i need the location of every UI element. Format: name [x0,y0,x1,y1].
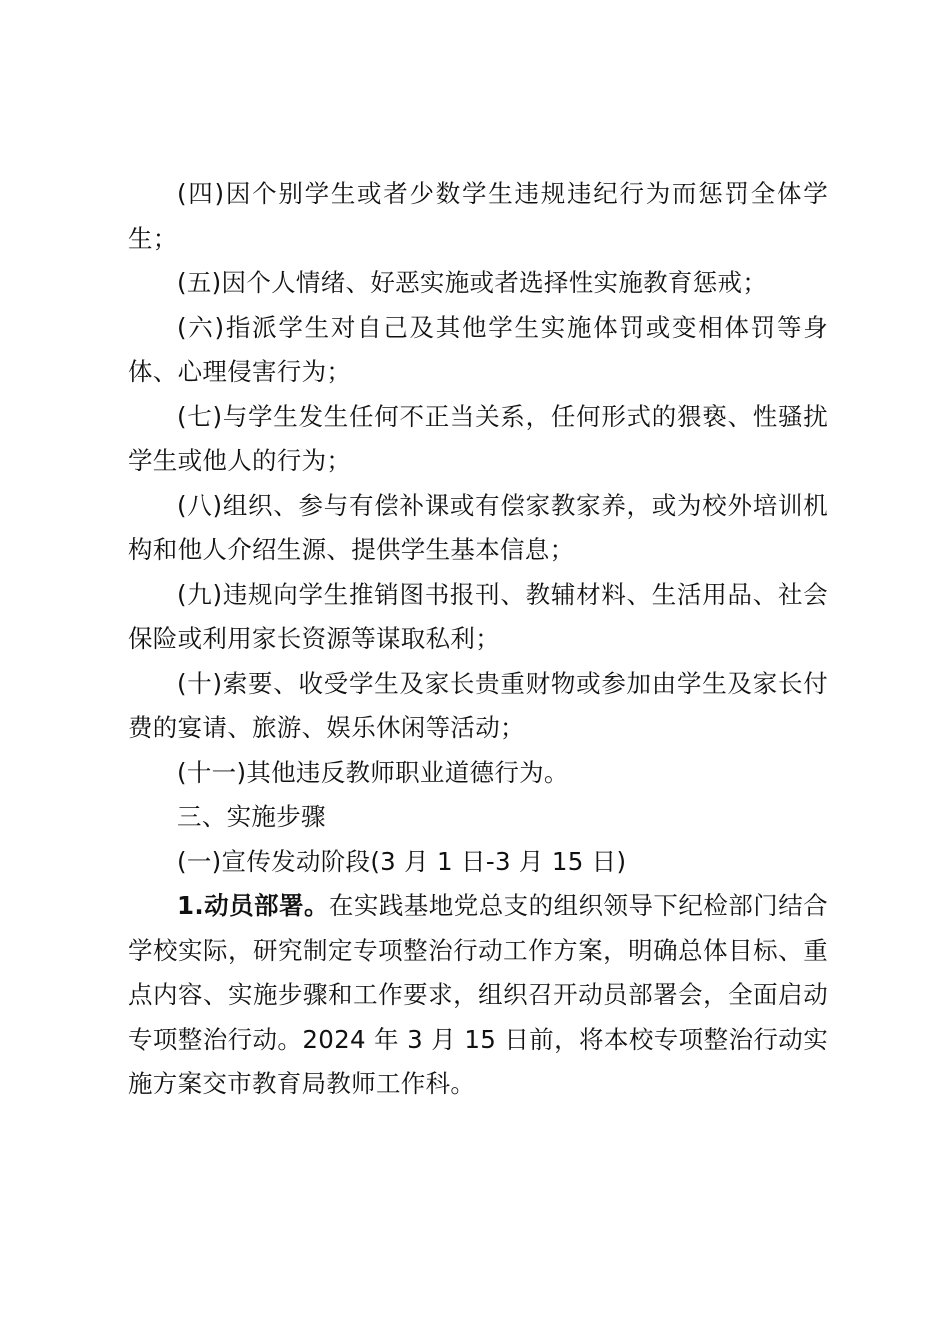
subsection-heading-publicity-stage: (一)宣传发动阶段(3 月 1 日-3 月 15 日) [177,846,627,876]
paragraph-item-11: (十一)其他违反教师职业道德行为。 [177,757,569,787]
paragraph-body-text: 在实践基地党总支的组织领导下纪检部门结合学校实际，研究制定专项整治行动工作方案，明确总体目标、重点内容、实施步骤和工作要求，组织召开动员部署会，全面启动专项整治行动。2024 年 3 月 15 日前，将本校专项整治行动实施方案交市教育局教师工作科。 [128,891,828,1098]
paragraph-item-8: (八)组织、参与有偿补课或有偿家教家养，或为校外培训机构和他人介绍生源、提供学生基本信息； [128,490,828,564]
paragraph-item-4: (四)因个别学生或者少数学生违规违纪行为而惩罚全体学生； [128,179,828,253]
paragraph-item-5: (五)因个人情绪、好恶实施或者选择性实施教育惩戒； [177,268,768,297]
paragraph-lead-bold: 1.动员部署。 [177,891,329,920]
paragraph-item-9: (九)违规向学生推销图书报刊、教辅材料、生活用品、社会保险或利用家长资源等谋取私利； [128,579,828,653]
paragraph-item-7: (七)与学生发生任何不正当关系，任何形式的猥亵、性骚扰学生或他人的行为； [128,401,828,475]
section-heading-implementation-steps: 三、实施步骤 [177,802,326,831]
paragraph-mobilization [128,884,828,1107]
document-body [128,172,828,1107]
paragraph-item-10: (十)索要、收受学生及家长贵重财物或参加由学生及家长付费的宴请、旅游、娱乐休闲等活动； [128,668,828,742]
paragraph-item-6: (六)指派学生对自己及其他学生实施体罚或变相体罚等身体、心理侵害行为； [128,312,828,386]
